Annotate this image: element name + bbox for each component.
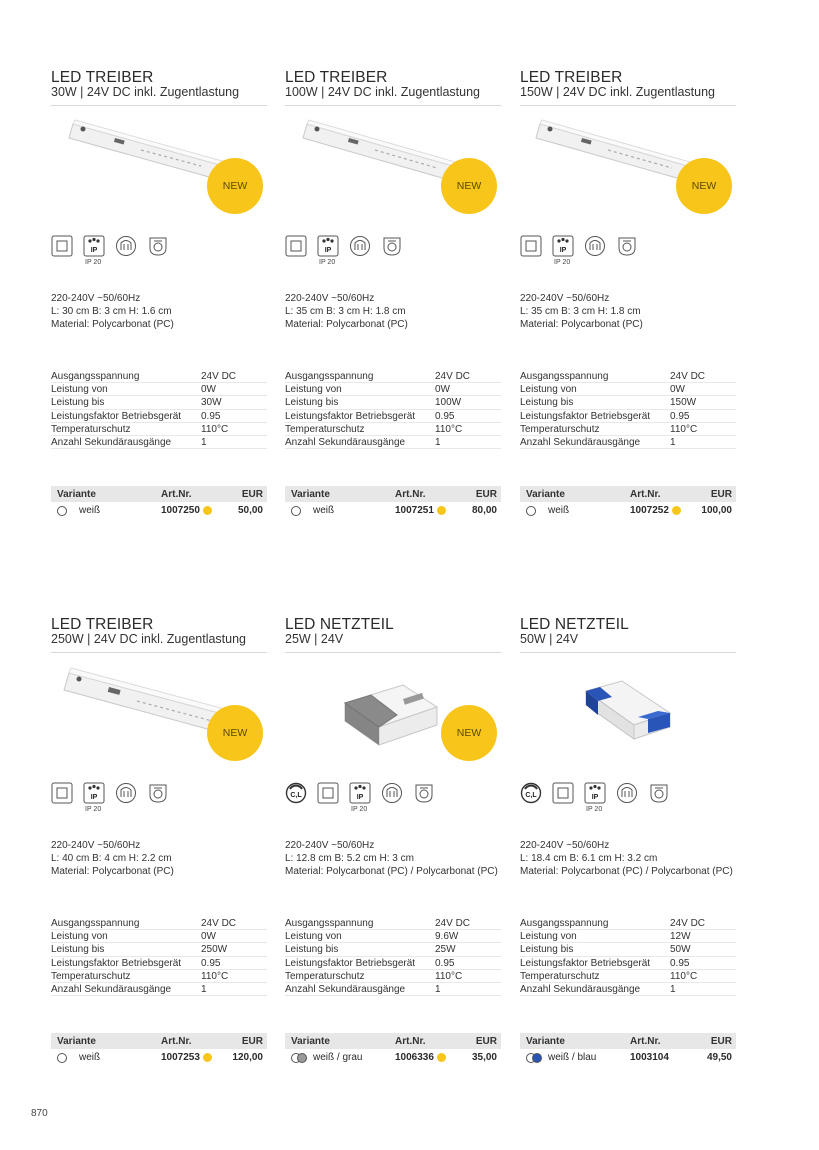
new-badge: NEW	[676, 158, 732, 214]
variant-table-header: Variante Art.Nr. EUR	[285, 1033, 501, 1049]
product-card	[520, 70, 736, 540]
certification-icons	[520, 235, 736, 275]
protection-class-icon	[51, 235, 73, 257]
spec-row: Anzahl Sekundärausgänge 1	[520, 436, 736, 449]
material-text: Material: Polycarbonat (PC)	[520, 319, 643, 330]
voltage-text: 220-240V ~50/60Hz	[51, 293, 141, 304]
availability-dot	[437, 1053, 446, 1062]
product-subtitle: 25W | 24V	[285, 632, 344, 646]
availability-dot	[672, 506, 681, 515]
spec-row: Temperaturschutz 110°C	[520, 970, 736, 983]
spec-row: Leistung von 0W	[520, 383, 736, 396]
divider	[520, 652, 736, 653]
spec-row: Leistung bis 100W	[285, 396, 501, 409]
price: 50,00	[237, 505, 263, 516]
tech-spec-table	[51, 917, 267, 996]
dimensions-text: L: 12.8 cm B: 5.2 cm H: 3 cm	[285, 853, 414, 864]
spec-row: Leistung von 0W	[51, 383, 267, 396]
certification-icons	[51, 782, 267, 822]
ip-rating-icon	[349, 782, 371, 804]
product-card	[285, 617, 501, 1087]
variant-table	[520, 1033, 736, 1066]
spec-row: Leistung bis 150W	[520, 396, 736, 409]
general-specs	[520, 292, 643, 331]
variant-row[interactable]	[285, 1049, 501, 1066]
product-subtitle: 100W | 24V DC inkl. Zugentlastung	[285, 85, 481, 99]
cl-rating-icon	[520, 782, 542, 804]
variant-table-header: Variante Art.Nr. EUR	[520, 1033, 736, 1049]
spec-row: Ausgangsspannung 24V DC	[285, 917, 501, 930]
spec-row: Ausgangsspannung 24V DC	[285, 370, 501, 383]
variant-row[interactable]	[520, 502, 736, 519]
protection-class-icon	[285, 235, 307, 257]
voltage-text: 220-240V ~50/60Hz	[520, 293, 610, 304]
color-swatch-white-grey	[291, 1053, 307, 1063]
spec-row: Ausgangsspannung 24V DC	[51, 917, 267, 930]
spec-row: Anzahl Sekundärausgänge 1	[51, 436, 267, 449]
variant-row[interactable]	[520, 1049, 736, 1066]
spec-row: Temperaturschutz 110°C	[51, 970, 267, 983]
article-number: 1007250	[161, 505, 200, 516]
ip-rating-icon	[83, 235, 105, 257]
voltage-text: 220-240V ~50/60Hz	[520, 840, 610, 851]
ip-icon-text: IP	[90, 794, 98, 801]
material-text: Material: Polycarbonat (PC) / Polycarbonat (PC)	[285, 866, 498, 877]
material-text: Material: Polycarbonat (PC)	[285, 319, 408, 330]
product-title: LED TREIBER	[285, 69, 388, 86]
spec-row: Leistung bis 25W	[285, 943, 501, 956]
thermal-protection-icon	[616, 782, 638, 804]
thermal-protection-icon	[115, 235, 137, 257]
spec-row: Ausgangsspannung 24V DC	[520, 370, 736, 383]
general-specs	[285, 839, 498, 878]
article-number: 1003104	[630, 1052, 669, 1063]
general-specs	[285, 292, 408, 331]
driver-info-icon	[413, 782, 435, 804]
thermal-protection-icon	[381, 782, 403, 804]
voltage-text: 220-240V ~50/60Hz	[51, 840, 141, 851]
ip-rating-icon	[552, 235, 574, 257]
spec-row: Leistung von 12W	[520, 930, 736, 943]
variant-table	[51, 486, 267, 519]
variant-table	[520, 486, 736, 519]
protection-class-icon	[317, 782, 339, 804]
dimensions-text: L: 18.4 cm B: 6.1 cm H: 3.2 cm	[520, 853, 658, 864]
variant-table	[51, 1033, 267, 1066]
ip-icon-text: IP	[90, 247, 98, 254]
spec-row: Leistung von 0W	[285, 383, 501, 396]
variant-table-header: Variante Art.Nr. EUR	[285, 486, 501, 502]
price: 35,00	[471, 1052, 497, 1063]
color-swatch-white	[291, 506, 301, 516]
driver-info-icon	[648, 782, 670, 804]
divider	[285, 105, 501, 106]
product-subtitle: 150W | 24V DC inkl. Zugentlastung	[520, 85, 716, 99]
ip-icon-text: IP	[324, 247, 332, 254]
new-badge: NEW	[441, 158, 497, 214]
general-specs	[51, 292, 174, 331]
dimensions-text: L: 40 cm B: 4 cm H: 2.2 cm	[51, 853, 172, 864]
ip-rating-label: IP 20	[586, 806, 603, 813]
product-title: LED NETZTEIL	[285, 616, 394, 633]
article-number: 1006336	[395, 1052, 434, 1063]
ip-rating-label: IP 20	[554, 259, 571, 266]
availability-dot	[203, 1053, 212, 1062]
product-subtitle: 50W | 24V	[520, 632, 579, 646]
price: 120,00	[232, 1052, 263, 1063]
variant-row[interactable]	[51, 502, 267, 519]
ip-icon-text: IP	[559, 247, 567, 254]
spec-row: Anzahl Sekundärausgänge 1	[285, 983, 501, 996]
spec-row: Anzahl Sekundärausgänge 1	[51, 983, 267, 996]
dimensions-text: L: 35 cm B: 3 cm H: 1.8 cm	[520, 306, 641, 317]
spec-row: Leistung bis 50W	[520, 943, 736, 956]
variant-name: weiß / blau	[548, 1052, 597, 1063]
thermal-protection-icon	[584, 235, 606, 257]
divider	[285, 652, 501, 653]
spec-row: Ausgangsspannung 24V DC	[51, 370, 267, 383]
color-swatch-white	[57, 506, 67, 516]
variant-table	[285, 486, 501, 519]
product-title: LED TREIBER	[51, 69, 154, 86]
price: 80,00	[471, 505, 497, 516]
product-image	[520, 655, 736, 773]
certification-icons	[285, 235, 501, 275]
spec-row: Temperaturschutz 110°C	[51, 423, 267, 436]
divider	[51, 105, 267, 106]
spec-row: Leistungsfaktor Betriebsgerät 0.95	[285, 957, 501, 970]
color-swatch-white-blue	[526, 1053, 542, 1063]
article-number: 1007253	[161, 1052, 200, 1063]
driver-info-icon	[381, 235, 403, 257]
color-swatch-white	[526, 506, 536, 516]
product-card	[520, 617, 736, 1087]
ip-icon-text: IP	[591, 794, 599, 801]
product-subtitle: 250W | 24V DC inkl. Zugentlastung	[51, 632, 247, 646]
variant-table	[285, 1033, 501, 1066]
spec-row: Leistungsfaktor Betriebsgerät 0.95	[51, 957, 267, 970]
spec-row: Temperaturschutz 110°C	[285, 970, 501, 983]
material-text: Material: Polycarbonat (PC)	[51, 319, 174, 330]
product-title: LED TREIBER	[51, 616, 154, 633]
dimensions-text: L: 35 cm B: 3 cm H: 1.8 cm	[285, 306, 406, 317]
divider	[51, 652, 267, 653]
material-text: Material: Polycarbonat (PC) / Polycarbonat (PC)	[520, 866, 733, 877]
material-text: Material: Polycarbonat (PC)	[51, 866, 174, 877]
driver-info-icon	[147, 235, 169, 257]
voltage-text: 220-240V ~50/60Hz	[285, 840, 375, 851]
variant-table-header: Variante Art.Nr. EUR	[51, 1033, 267, 1049]
tech-spec-table	[520, 917, 736, 996]
tech-spec-table	[285, 917, 501, 996]
color-swatch-white	[57, 1053, 67, 1063]
protection-class-icon	[520, 235, 542, 257]
cl-rating-icon	[285, 782, 307, 804]
cl-icon-text: C,L	[290, 792, 302, 799]
availability-dot	[437, 506, 446, 515]
spec-row: Leistungsfaktor Betriebsgerät 0.95	[285, 410, 501, 423]
general-specs	[520, 839, 733, 878]
protection-class-icon	[51, 782, 73, 804]
article-number: 1007252	[630, 505, 669, 516]
variant-name: weiß	[548, 505, 570, 516]
protection-class-icon	[552, 782, 574, 804]
certification-icons	[285, 782, 501, 822]
spec-row: Temperaturschutz 110°C	[520, 423, 736, 436]
variant-row[interactable]	[51, 1049, 267, 1066]
article-number: 1007251	[395, 505, 434, 516]
variant-row[interactable]	[285, 502, 501, 519]
thermal-protection-icon	[115, 782, 137, 804]
product-card	[51, 70, 267, 540]
driver-info-icon	[147, 782, 169, 804]
variant-name: weiß	[79, 505, 101, 516]
new-badge: NEW	[207, 705, 263, 761]
price: 49,50	[706, 1052, 732, 1063]
certification-icons	[51, 235, 267, 275]
driver-info-icon	[616, 235, 638, 257]
spec-row: Leistungsfaktor Betriebsgerät 0.95	[51, 410, 267, 423]
product-card	[51, 617, 267, 1087]
certification-icons	[520, 782, 736, 822]
ip-rating-label: IP 20	[85, 806, 102, 813]
new-badge: NEW	[441, 705, 497, 761]
product-title: LED NETZTEIL	[520, 616, 629, 633]
spec-row: Temperaturschutz 110°C	[285, 423, 501, 436]
thermal-protection-icon	[349, 235, 371, 257]
ip-rating-label: IP 20	[351, 806, 368, 813]
product-card	[285, 70, 501, 540]
variant-name: weiß	[313, 505, 335, 516]
page-number: 870	[31, 1108, 48, 1119]
tech-spec-table	[285, 370, 501, 449]
ip-rating-label: IP 20	[319, 259, 336, 266]
product-subtitle: 30W | 24V DC inkl. Zugentlastung	[51, 85, 240, 99]
voltage-text: 220-240V ~50/60Hz	[285, 293, 375, 304]
ip-rating-label: IP 20	[85, 259, 102, 266]
dimensions-text: L: 30 cm B: 3 cm H: 1.6 cm	[51, 306, 172, 317]
variant-name: weiß / grau	[313, 1052, 363, 1063]
tech-spec-table	[51, 370, 267, 449]
spec-row: Leistung bis 250W	[51, 943, 267, 956]
spec-row: Anzahl Sekundärausgänge 1	[285, 436, 501, 449]
ip-rating-icon	[584, 782, 606, 804]
new-badge: NEW	[207, 158, 263, 214]
ip-rating-icon	[317, 235, 339, 257]
spec-row: Anzahl Sekundärausgänge 1	[520, 983, 736, 996]
spec-row: Leistung von 0W	[51, 930, 267, 943]
spec-row: Leistungsfaktor Betriebsgerät 0.95	[520, 957, 736, 970]
product-title: LED TREIBER	[520, 69, 623, 86]
spec-row: Ausgangsspannung 24V DC	[520, 917, 736, 930]
ip-rating-icon	[83, 782, 105, 804]
variant-name: weiß	[79, 1052, 101, 1063]
general-specs	[51, 839, 174, 878]
variant-table-header: Variante Art.Nr. EUR	[51, 486, 267, 502]
availability-dot	[203, 506, 212, 515]
spec-row: Leistung von 9.6W	[285, 930, 501, 943]
cl-icon-text: C,L	[525, 792, 537, 799]
spec-row: Leistungsfaktor Betriebsgerät 0.95	[520, 410, 736, 423]
tech-spec-table	[520, 370, 736, 449]
spec-row: Leistung bis 30W	[51, 396, 267, 409]
divider	[520, 105, 736, 106]
ip-icon-text: IP	[356, 794, 364, 801]
price: 100,00	[701, 505, 732, 516]
variant-table-header: Variante Art.Nr. EUR	[520, 486, 736, 502]
